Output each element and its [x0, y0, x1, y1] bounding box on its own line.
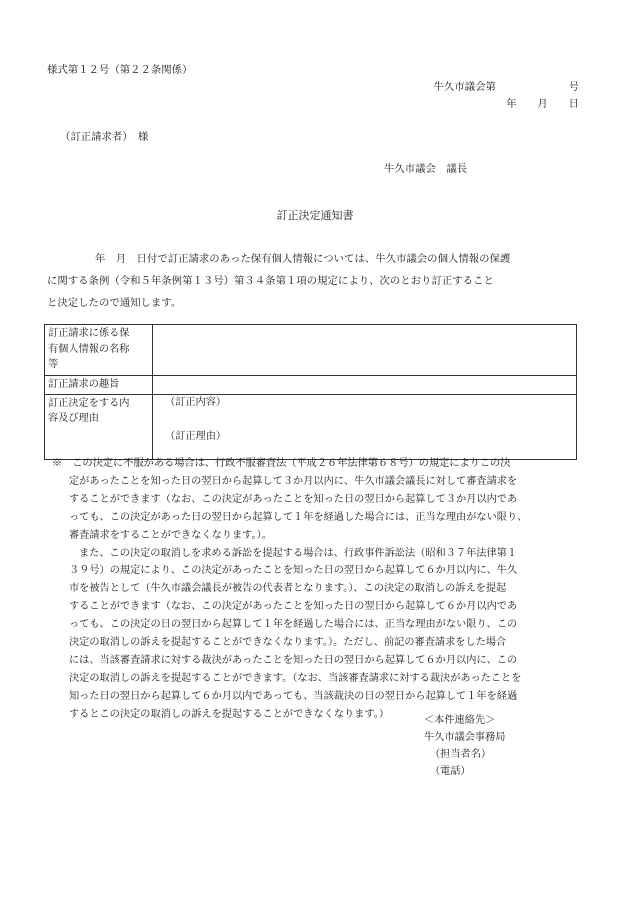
note-text: この決定に不服がある場合は、行政不服審査法（平成２６年法律第６８号）の規定によりこの決	[72, 458, 511, 469]
correction-reason-label: （訂正理由）	[165, 430, 227, 442]
body-line: と決定したので通知します。	[47, 297, 182, 309]
document-number: 牛久市議会第 号	[433, 81, 579, 93]
note-line: また、この決定の取消しを求める訴訟を提起する場合は、行政事件訴訟法（昭和３７年法律第１	[79, 547, 518, 559]
note-line: することができます（なお、この決定があったことを知った日の翌日から起算して３か月以内であ	[69, 493, 518, 505]
note-line: には、当該審査請求に対する裁決があったことを知った日の翌日から起算して６か月以内に、この	[69, 654, 518, 666]
document-date: 年 月 日	[506, 98, 579, 110]
correction-content-label: （訂正内容）	[165, 396, 227, 408]
note-line: 定があったことを知った日の翌日から起算して３か月以内に、牛久市議会議長に対して審査請求を	[69, 475, 518, 487]
table-row	[45, 325, 577, 376]
label-line: 訂正決定をする内	[48, 397, 130, 409]
table-row	[45, 394, 577, 459]
label-line: 有個人情報の名称	[48, 343, 130, 355]
note-line: するとこの決定の取消しの訴えを提起することができなくなります。）	[69, 708, 390, 720]
contact-person: （担当者名）	[430, 749, 492, 760]
contact-heading: ＜本件連絡先＞	[424, 715, 496, 726]
note-line: 知った日の翌日から起算して６か月以内であっても、当該裁決の日の翌日から起算して１年を経過	[69, 690, 518, 702]
notes-section	[47, 455, 592, 724]
label-decision-content	[45, 394, 153, 459]
note-mark: ※	[52, 458, 63, 469]
label-line: 等	[48, 359, 59, 370]
contact-phone: （電話）	[430, 766, 471, 777]
note-line: することができます（なお、この決定があったことを知った日の翌日から起算して６か月以内であ	[69, 601, 518, 613]
note-line: 決定の取消しの訴えを提起することができます。（なお、当該審査請求に対する裁決があったことを	[69, 672, 522, 684]
note-line: 審査請求をすることができなくなります。）。	[69, 529, 272, 541]
recipient-line: （訂正請求者） 様	[60, 131, 149, 143]
label-request-purpose: 訂正請求の趣旨	[45, 376, 153, 395]
request-purpose-cell	[153, 376, 577, 395]
note-line	[47, 455, 592, 473]
note-line: っても、この決定があった日の翌日から起算して１年を経過した場合には、正当な理由がない限り、	[69, 511, 528, 523]
label-line: 訂正請求に係る保	[48, 328, 130, 339]
correction-info-table	[44, 324, 577, 460]
body-paragraph	[47, 248, 587, 314]
sender-line: 牛久市議会 議長	[384, 163, 468, 175]
contact-office: 牛久市議会事務局	[424, 732, 506, 743]
label-line: 容及び理由	[48, 413, 99, 424]
table-row	[45, 376, 577, 395]
decision-content-cell	[153, 394, 577, 459]
label-personal-info-name	[45, 325, 153, 376]
personal-info-name-cell	[153, 325, 577, 376]
contact-block	[424, 712, 506, 780]
body-line: 年 月 日付で訂正請求のあった保有個人情報については、牛久市議会の個人情報の保護	[95, 253, 511, 265]
note-line: ３９号）の規定により、この決定があったことを知った日の翌日から起算して６か月以内に、牛久	[69, 565, 518, 577]
note-line: 市を被告として（牛久市議会議長が被告の代表者となります。）、この決定の取消しの訴えを提起	[69, 583, 507, 595]
document-title: 訂正決定通知書	[276, 209, 354, 222]
note-line: 決定の取消しの訴えを提起することができなくなります。）。ただし、前記の審査請求をした場合	[69, 637, 507, 649]
note-line: っても、この決定の日の翌日から起算して１年を経過した場合には、正当な理由がない限り、この	[69, 619, 518, 631]
form-number: 様式第１２号（第２２条関係）	[47, 64, 193, 76]
body-line: に関する条例（令和５年条例第１３号）第３４条第１項の規定により、次のとおり訂正すること	[47, 275, 494, 287]
